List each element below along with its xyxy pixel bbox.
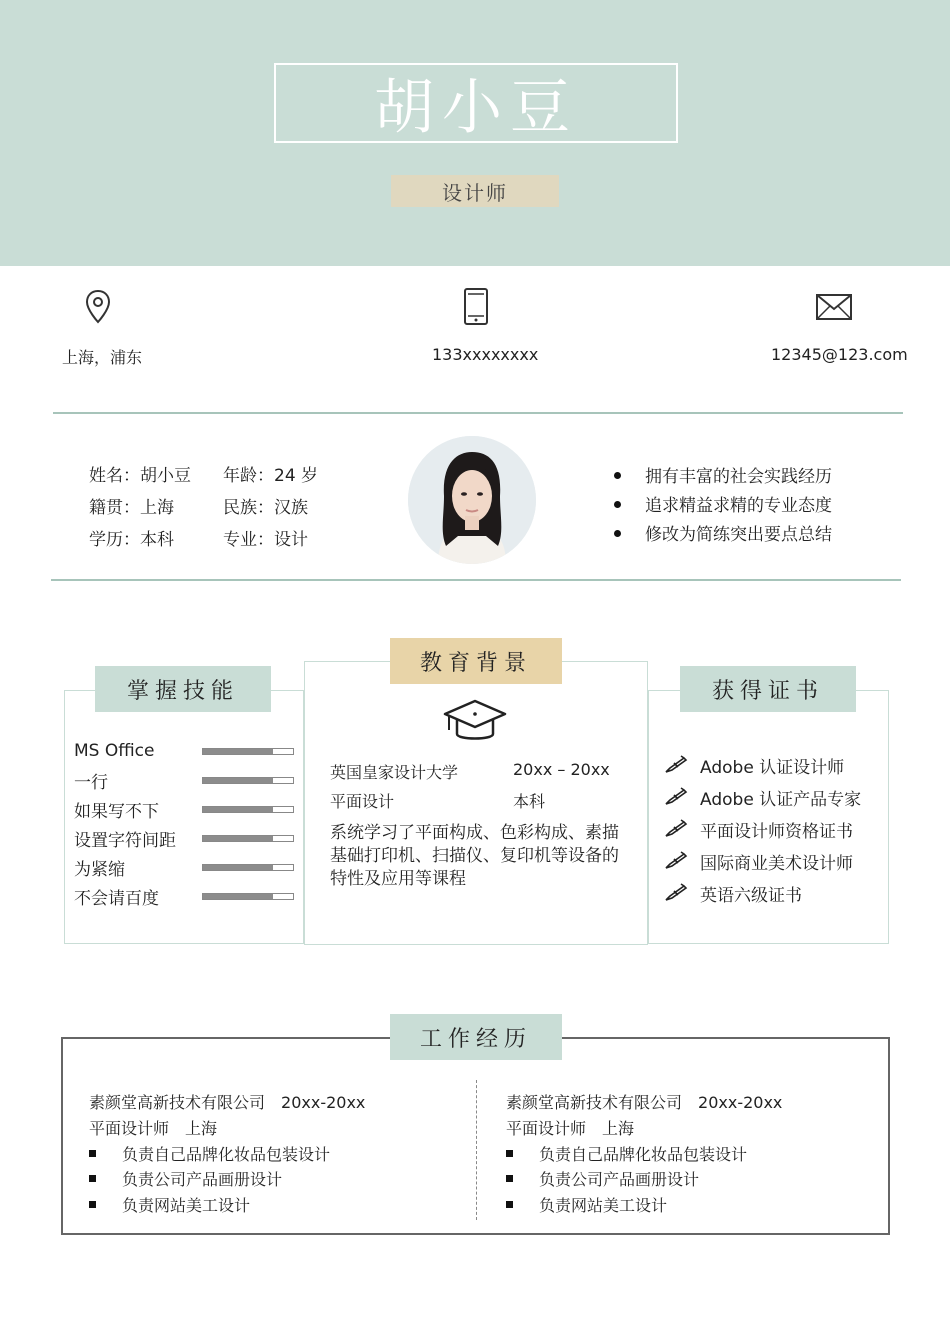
mobile-phone-icon <box>456 287 496 327</box>
pen-icon <box>664 819 688 839</box>
certificate-item: 国际商业美术设计师 <box>664 848 853 874</box>
pen-icon <box>664 883 688 903</box>
contact-location: 上海，浦东 <box>62 348 143 367</box>
bullet-dot <box>614 501 621 508</box>
highlight-item: 修改为简练突出要点总结 <box>614 520 832 545</box>
work-dashed-divider <box>476 1080 477 1220</box>
bullet-dot <box>614 530 621 537</box>
envelope-icon <box>814 287 854 327</box>
certificates-heading: 获得证书 <box>680 666 856 712</box>
education-degree: 本科 <box>513 792 546 811</box>
certificate-item: Adobe 认证设计师 <box>664 752 844 778</box>
skill-row: 为紧缩 <box>74 855 294 879</box>
pen-icon <box>664 755 688 775</box>
skills-heading: 掌握技能 <box>95 666 271 712</box>
bullet-dot <box>614 472 621 479</box>
work-duty: 负责自己品牌化妆品包装设计 <box>506 1142 747 1165</box>
skill-row: 不会请百度 <box>74 884 294 908</box>
skill-bar <box>202 835 294 842</box>
bullet-square <box>89 1150 96 1157</box>
person-name: 胡小豆 <box>374 73 578 143</box>
bullet-square <box>506 1175 513 1182</box>
skill-bar-fill <box>203 778 273 783</box>
education-major: 平面设计 <box>330 792 395 811</box>
portrait-photo <box>408 436 536 564</box>
skill-row: 设置字符间距 <box>74 826 294 850</box>
pen-icon <box>664 851 688 871</box>
work-role-right: 平面设计师 上海 <box>506 1119 635 1138</box>
skill-bar-fill <box>203 807 273 812</box>
certificate-item: 平面设计师资格证书 <box>664 816 853 842</box>
skill-row: MS Office <box>74 739 294 763</box>
location-pin-icon <box>78 287 118 327</box>
work-heading: 工作经历 <box>390 1014 562 1060</box>
education-heading: 教育背景 <box>390 638 562 684</box>
skill-bar <box>202 777 294 784</box>
info-major: 专业：设计 <box>223 530 308 550</box>
skill-bar <box>202 748 294 755</box>
work-company-right: 素颜堂高新技术有限公司 20xx-20xx <box>506 1093 783 1112</box>
job-title-tag: 设计师 <box>391 175 559 207</box>
pen-icon <box>664 787 688 807</box>
work-duty: 负责公司产品画册设计 <box>506 1167 699 1190</box>
work-company-left: 素颜堂高新技术有限公司 20xx-20xx <box>89 1093 366 1112</box>
education-school: 英国皇家设计大学 <box>330 763 459 782</box>
highlight-item: 拥有丰富的社会实践经历 <box>614 462 832 487</box>
contact-email: 12345@123.com <box>771 345 908 364</box>
info-degree: 学历：本科 <box>89 530 174 550</box>
work-duty: 负责网站美工设计 <box>506 1193 667 1216</box>
bullet-square <box>89 1175 96 1182</box>
skill-row: 如果写不下 <box>74 797 294 821</box>
info-age: 年龄：24 岁 <box>223 466 319 486</box>
info-origin: 籍贯：上海 <box>89 498 174 518</box>
bullet-square <box>89 1201 96 1208</box>
name-frame <box>274 63 678 143</box>
bullet-square <box>506 1201 513 1208</box>
info-ethnicity: 民族：汉族 <box>223 498 308 518</box>
highlight-item: 追求精益求精的专业态度 <box>614 491 832 516</box>
skill-bar <box>202 893 294 900</box>
graduation-cap-icon <box>441 698 509 744</box>
divider-top <box>53 412 903 414</box>
work-duty: 负责公司产品画册设计 <box>89 1167 282 1190</box>
skill-bar <box>202 864 294 871</box>
skill-bar-fill <box>203 749 273 754</box>
bullet-square <box>506 1150 513 1157</box>
skill-bar <box>202 806 294 813</box>
certificate-item: 英语六级证书 <box>664 880 802 906</box>
divider-middle <box>51 579 901 581</box>
avatar <box>408 436 536 564</box>
info-name: 姓名：胡小豆 <box>89 466 191 486</box>
skill-bar-fill <box>203 865 273 870</box>
certificate-item: Adobe 认证产品专家 <box>664 784 861 810</box>
work-duty: 负责自己品牌化妆品包装设计 <box>89 1142 330 1165</box>
work-duty: 负责网站美工设计 <box>89 1193 250 1216</box>
skill-bar-fill <box>203 894 273 899</box>
contact-phone: 133xxxxxxxx <box>432 345 539 364</box>
education-description: 系统学习了平面构成、色彩构成、素描基础打印机、扫描仪、复印机等设备的特性及应用等课程 <box>330 823 619 889</box>
skill-bar-fill <box>203 836 273 841</box>
education-period: 20xx – 20xx <box>513 760 610 779</box>
skill-row: 一行 <box>74 768 294 792</box>
work-role-left: 平面设计师 上海 <box>89 1119 218 1138</box>
